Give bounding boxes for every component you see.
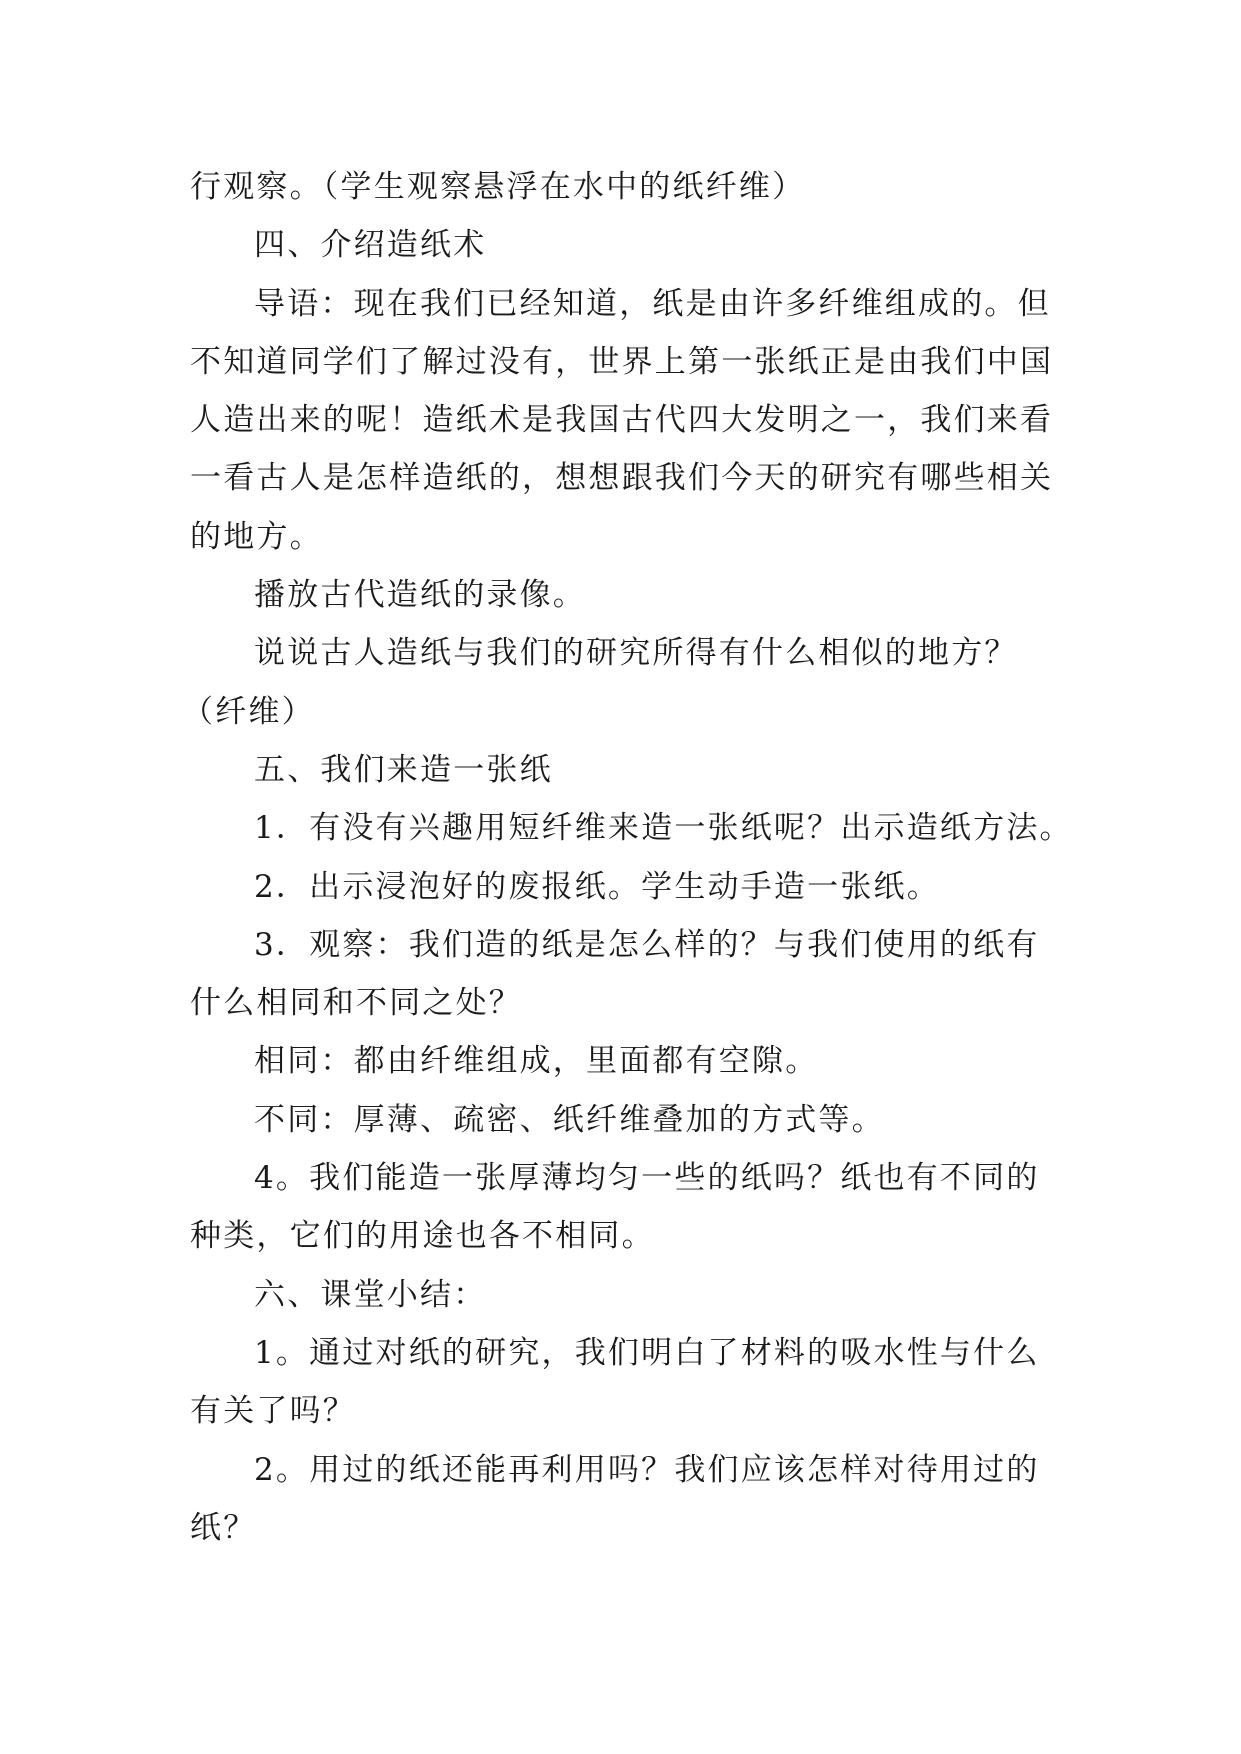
paragraph-line: 纸？ — [190, 1509, 257, 1546]
paragraph-line: 人造出来的呢！造纸术是我国古代四大发明之一，我们来看 — [190, 402, 1054, 439]
paragraph-line: 种类，它们的用途也各不相同。 — [190, 1218, 655, 1255]
paragraph-line: 什么相同和不同之处？ — [190, 985, 522, 1022]
list-item: 4。我们能造一张厚薄均匀一些的纸吗？纸也有不同的 — [254, 1160, 1040, 1197]
paragraph-line: 有关了吗？ — [190, 1393, 356, 1430]
paragraph-line: （纤维） — [182, 693, 315, 730]
paragraph-line: 的地方。 — [190, 518, 323, 555]
list-item: 3．观察：我们造的纸是怎么样的？与我们使用的纸有 — [254, 926, 1040, 963]
paragraph-line: 播放古代造纸的录像。 — [254, 577, 586, 614]
section-heading-6: 六、课堂小结： — [254, 1276, 487, 1313]
paragraph-line: 不同：厚薄、疏密、纸纤维叠加的方式等。 — [254, 1101, 885, 1138]
paragraph-line: 一看古人是怎样造纸的，想想跟我们今天的研究有哪些相关 — [190, 460, 1054, 497]
list-item: 2。用过的纸还能再利用吗？我们应该怎样对待用过的 — [254, 1451, 1040, 1488]
paragraph-line: 不知道同学们了解过没有，世界上第一张纸正是由我们中国 — [190, 343, 1054, 380]
paragraph-line: 导语：现在我们已经知道，纸是由许多纤维组成的。但 — [254, 285, 1051, 322]
section-heading-5: 五、我们来造一张纸 — [254, 751, 553, 788]
list-item: 1。通过对纸的研究，我们明白了材料的吸水性与什么 — [254, 1334, 1040, 1371]
paragraph-line: 行观察。（学生观察悬浮在水中的纸纤维） — [190, 169, 806, 205]
document-body — [182, 158, 1073, 1557]
list-item: 1．有没有兴趣用短纤维来造一张纸呢？出示造纸方法。 — [254, 810, 1073, 847]
paragraph-line: 相同：都由纤维组成，里面都有空隙。 — [254, 1043, 819, 1080]
list-item: 2．出示浸泡好的废报纸。学生动手造一张纸。 — [254, 868, 940, 905]
paragraph-line: 说说古人造纸与我们的研究所得有什么相似的地方？ — [254, 635, 1018, 672]
section-heading-4: 四、介绍造纸术 — [254, 227, 487, 264]
